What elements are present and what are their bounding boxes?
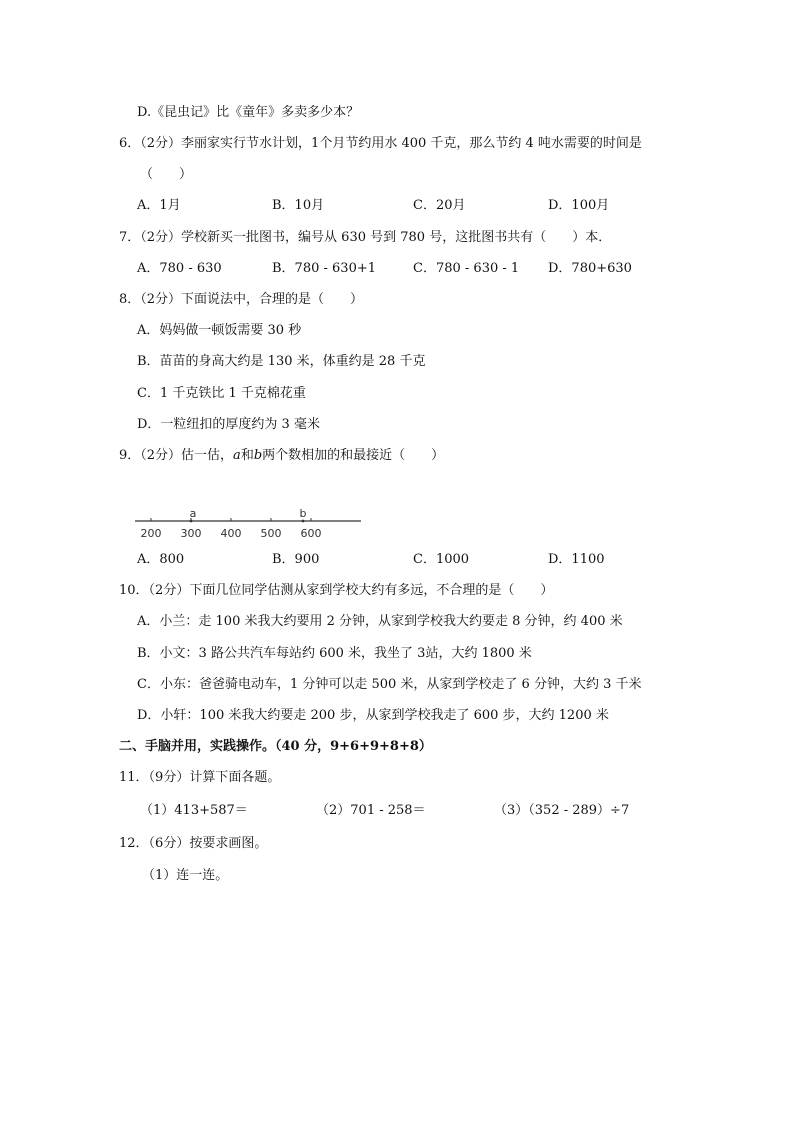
q10-option-a: A．小兰：走 100 米我大约要用 2 分钟，从家到学校我大约要走 8 分钟，约 400 米: [137, 614, 623, 629]
q8-option-b: B．苗苗的身高大约是 130 米，体重约是 28 千克: [137, 354, 426, 369]
q11-stem: 11．（9分）计算下面各题。: [119, 770, 281, 785]
point-b-marker: [302, 520, 305, 523]
q9-option-a: A．800: [137, 552, 185, 567]
section-2-title: 二、手脑并用，实践操作。（40 分，9+6+9+8+8）: [119, 739, 432, 754]
q7-option-a: A．780 - 630: [137, 261, 222, 276]
q9-var-a: a: [233, 448, 241, 463]
q11-item-2: （2）701 - 258＝: [316, 803, 426, 818]
number-line-tick-label: 600: [300, 527, 322, 540]
number-line-tick-label: 400: [220, 527, 242, 540]
q12-stem: 12．（6分）按要求画图。: [119, 836, 268, 851]
q5-option-d: D.《昆虫记》比《童年》多卖多少本？: [137, 105, 360, 120]
q6-option-a: A．1月: [137, 198, 181, 213]
number-line-tick-label: 300: [180, 527, 202, 540]
q10-option-b: B．小文：3 路公共汽车每站约 600 米，我坐了 3站，大约 1800 米: [137, 646, 532, 661]
point-a-label: a: [189, 507, 197, 520]
q6-option-d: D．100月: [548, 198, 610, 213]
q9-var-b: b: [253, 448, 263, 463]
q6-option-c: C．20月: [413, 198, 466, 213]
number-line-tick-label: 500: [260, 527, 282, 540]
q8-option-c: C．1 千克铁比 1 千克棉花重: [137, 386, 306, 401]
q6-stem: 6．（2分）李丽家实行节水计划，1个月节约用水 400 千克，那么节约 4 吨水需要的时间是: [119, 136, 642, 151]
number-line: [133, 505, 373, 545]
q10-stem: 10．（2分）下面几位同学估测从家到学校大约有多远，不合理的是（ ）: [119, 583, 554, 598]
q7-option-d: D．780+630: [548, 261, 632, 276]
q8-option-d: D．一粒纽扣的厚度约为 3 毫米: [137, 417, 320, 432]
q6-option-b: B．10月: [272, 198, 325, 213]
q6-paren: （ ）: [140, 167, 193, 182]
q9-stem-pre: 9．（2分）估一估，: [119, 448, 234, 463]
q11-item-1: （1）413+587＝: [140, 803, 248, 818]
q10-option-d: D．小轩：100 米我大约要走 200 步，从家到学校我走了 600 步，大约 1200 米: [137, 708, 609, 723]
q12-sub-1: （1）连一连。: [142, 868, 229, 883]
q9-option-b: B．900: [272, 552, 320, 567]
q7-option-c: C．780 - 630 - 1: [413, 261, 520, 276]
q7-stem: 7．（2分）学校新买一批图书，编号从 630 号到 780 号，这批图书共有（ ）本．: [119, 230, 612, 245]
q11-item-3: （3）（352 - 289）÷7: [494, 803, 630, 818]
number-line-tick-label: 200: [140, 527, 162, 540]
q8-option-a: A．妈妈做一顿饭需要 30 秒: [137, 323, 302, 338]
q9-stem: [119, 447, 444, 465]
q9-stem-mid: 和: [240, 448, 254, 463]
q8-stem: 8．（2分）下面说法中，合理的是（ ）: [119, 292, 364, 307]
q9-option-d: D．1100: [548, 552, 605, 567]
q10-option-c: C．小东：爸爸骑电动车，1 分钟可以走 500 米，从家到学校走了 6 分钟，大约 3 千米: [137, 677, 642, 692]
q9-option-c: C．1000: [413, 552, 470, 567]
point-a-marker: [190, 520, 193, 523]
q9-stem-post: 两个数相加的和最接近（ ）: [262, 448, 445, 463]
point-b-label: b: [299, 507, 307, 520]
q7-option-b: B．780 - 630+1: [272, 261, 377, 276]
